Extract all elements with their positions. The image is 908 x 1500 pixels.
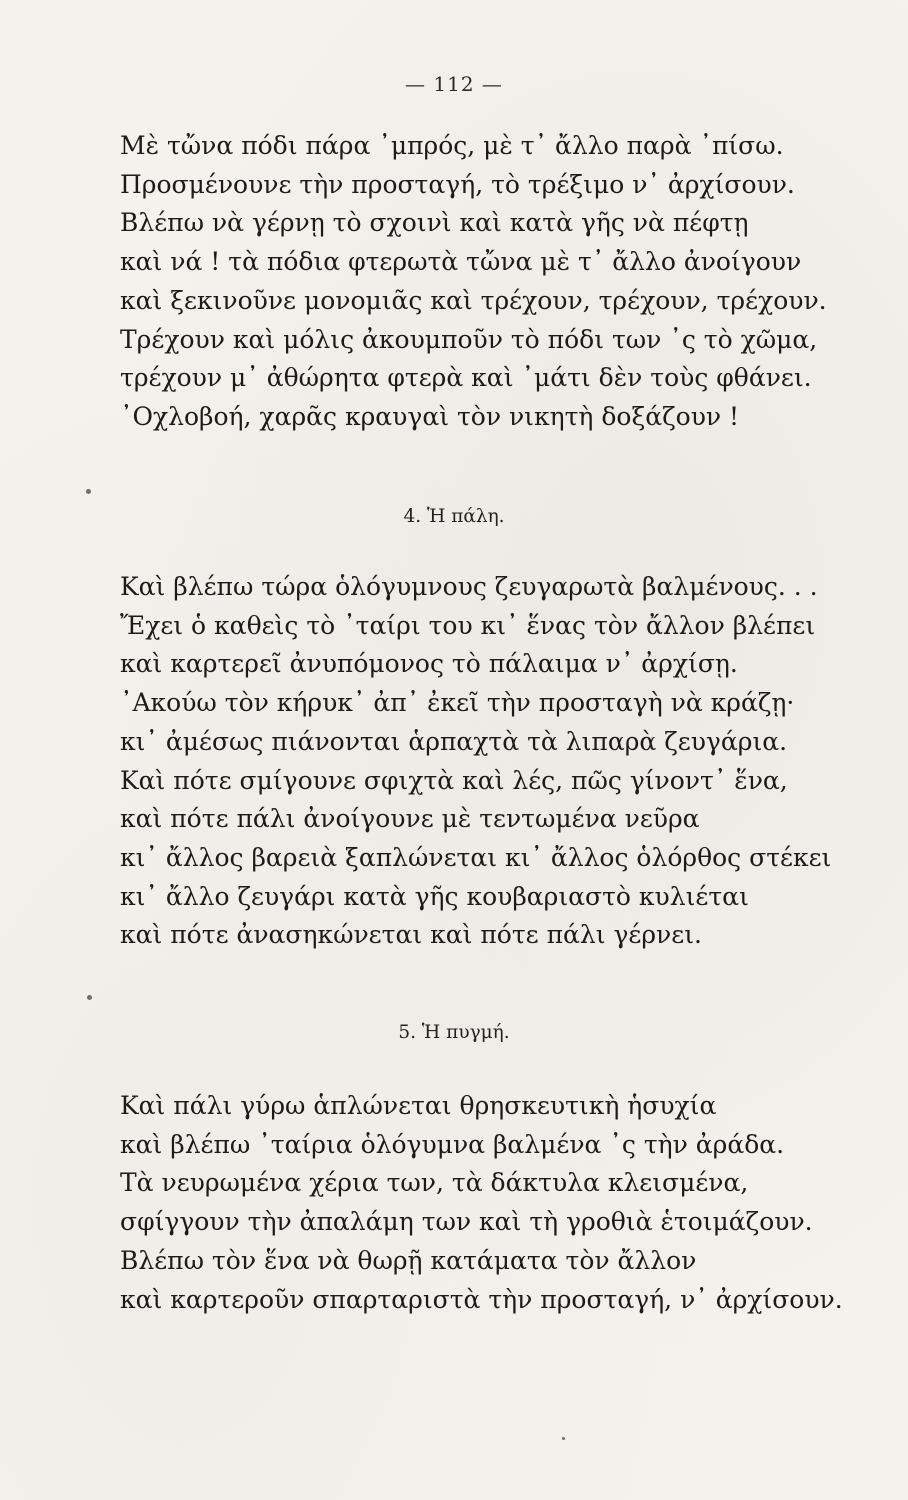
verse-line: ᾽Ακούω τὸν κήρυκ᾽ ἀπ᾽ ἐκεῖ τὴν προσταγὴ νὰ κράζῃ· — [120, 688, 795, 718]
verse-line: καὶ πότε πάλι ἀνοίγουνε μὲ τεντωμένα νεῦρα — [120, 804, 700, 834]
verse-line: Βλέπω νὰ γέρνῃ τὸ σχοινὶ καὶ κατὰ γῆς νὰ πέφτῃ — [120, 208, 749, 238]
verse-line: ᾽Οχλοβοή, χαρᾶς κραυγαὶ τὸν νικητὴ δοξάζουν ! — [120, 401, 740, 431]
verse-line: καὶ ξεκινοῦνε μονομιᾶς καὶ τρέχουν, τρέχουν, τρέχουν. — [120, 285, 827, 315]
verse-line: κι᾽ ἄλλο ζευγάρι κατὰ γῆς κουβαριαστὸ κυλιέται — [120, 881, 749, 911]
verse-line: Τρέχουν καὶ μόλις ἀκουμποῦν τὸ πόδι των ᾽ς τὸ χῶμα, — [120, 324, 818, 354]
verse-line: καὶ πότε ἀνασηκώνεται καὶ πότε πάλι γέρνει. — [120, 920, 702, 950]
verse-line: κι᾽ ἄλλος βαρειὰ ξαπλώνεται κι᾽ ἄλλος ὁλόρθος στέκει — [120, 842, 832, 872]
verse-line: Τὰ νευρωμένα χέρια των, τὰ δάκτυλα κλεισμένα, — [120, 1168, 749, 1198]
verse-line: κι᾽ ἀμέσως πιάνονται ἁρπαχτὰ τὰ λιπαρὰ ζευγάρια. — [120, 726, 788, 756]
verse-line: Καὶ βλέπω τώρα ὁλόγυμνους ζευγαρωτὰ βαλμένους. . . — [120, 572, 818, 601]
verse-line: Καὶ πότε σμίγουνε σφιχτὰ καὶ λές, πῶς γίνοντ᾽ ἕνα, — [120, 765, 788, 795]
stanza-wrestling — [120, 568, 880, 955]
stanza-boxing — [120, 1087, 880, 1319]
section-heading-wrestling: 4. Ἡ πάλη. — [403, 506, 505, 527]
ink-speck — [562, 1437, 565, 1440]
verse-line: Μὲ τὤνα πόδι πάρα ᾽μπρός, μὲ τ᾽ ἄλλο παρὰ ᾽πίσω. — [120, 131, 784, 160]
verse-line: καὶ βλέπω ᾽ταίρια ὁλόγυμνα βαλμένα ᾽ς τὴν ἀράδα. — [120, 1129, 785, 1159]
ink-speck — [87, 995, 92, 1000]
verse-line: καὶ νά ! τὰ πόδια φτερωτὰ τὤνα μὲ τ᾽ ἄλλο ἀνοίγουν — [120, 247, 802, 277]
verse-line: Προσμένουνε τὴν προσταγή, τὸ τρέξιμο ν᾽ ἀρχίσουν. — [120, 169, 795, 199]
verse-line: Βλέπω τὸν ἕνα νὰ θωρῇ κατάματα τὸν ἄλλον — [120, 1245, 697, 1275]
verse-line: σφίγγουν τὴν ἀπαλάμη των καὶ τὴ γροθιὰ ἑτοιμάζουν. — [120, 1207, 813, 1237]
page-number: — 112 — — [405, 72, 503, 96]
ink-speck — [86, 489, 91, 494]
verse-line: καὶ καρτεροῦν σπαρταριστὰ τὴν προσταγή, ν᾽ ἀρχίσουν. — [120, 1284, 843, 1314]
verse-line: καὶ καρτερεῖ ἀνυπόμονος τὸ πάλαιμα ν᾽ ἀρχίσῃ. — [120, 649, 738, 679]
verse-line: Ἔχει ὁ καθεὶς τὸ ᾽ταίρι του κι᾽ ἕνας τὸν ἄλλον βλέπει — [120, 610, 816, 640]
stanza-race — [120, 127, 880, 437]
verse-line: τρέχουν μ᾽ ἀθώρητα φτερὰ καὶ ᾽μάτι δὲν τοὺς φθάνει. — [120, 363, 812, 393]
verse-line: Καὶ πάλι γύρω ἁπλώνεται θρησκευτικὴ ἡσυχία — [120, 1091, 717, 1120]
section-heading-boxing: 5. Ἡ πυγμή. — [398, 1022, 510, 1043]
